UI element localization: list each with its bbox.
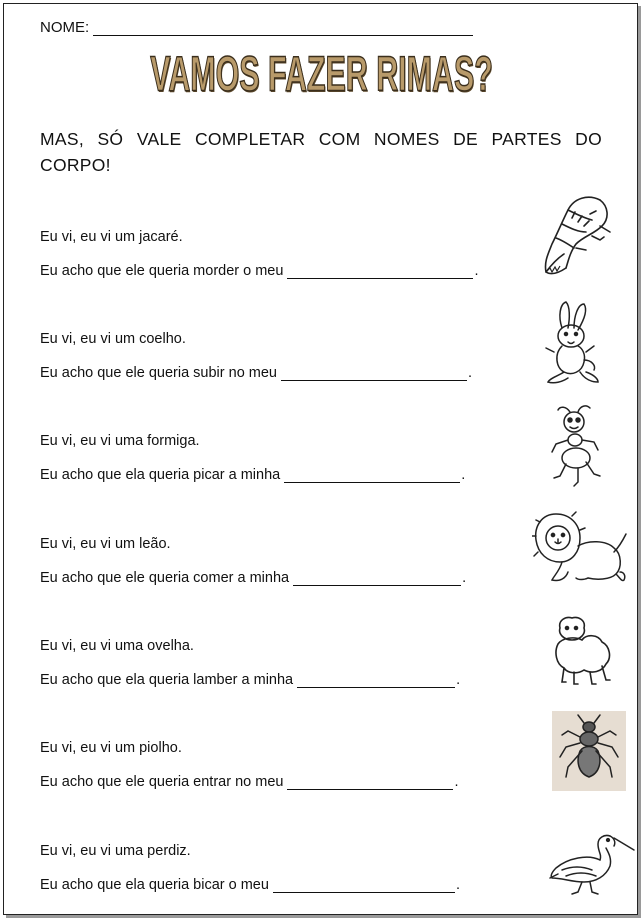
verse-line-1: Eu vi, eu vi uma formiga. [40, 433, 200, 449]
verse-line-1: Eu vi, eu vi um piolho. [40, 740, 182, 756]
verse-line-1: Eu vi, eu vi um jacaré. [40, 229, 183, 245]
alligator-icon [538, 192, 614, 280]
louse-icon [552, 711, 626, 791]
verse-prompt: Eu acho que ele queria entrar no meu [40, 774, 284, 790]
verse-line-1: Eu vi, eu vi um leão. [40, 536, 171, 552]
lion-icon [532, 508, 628, 586]
answer-blank[interactable] [293, 572, 461, 586]
verse-line-2 [40, 570, 466, 586]
partridge-icon [548, 830, 636, 896]
page-title-wrap [0, 48, 644, 102]
name-label: NOME: [40, 19, 90, 36]
verse-line-2 [40, 263, 478, 279]
verse-line-2 [40, 467, 465, 483]
verse-end: . [462, 570, 467, 586]
page-title: VAMOS FAZER RIMAS? [150, 48, 494, 102]
rabbit-icon [540, 298, 604, 388]
verse-end: . [474, 263, 479, 279]
answer-blank[interactable] [297, 674, 455, 688]
answer-blank[interactable] [281, 367, 467, 381]
verse-line-1: Eu vi, eu vi um coelho. [40, 331, 186, 347]
verse-prompt: Eu acho que ele queria subir no meu [40, 365, 277, 381]
answer-blank[interactable] [287, 265, 473, 279]
verse-line-1: Eu vi, eu vi uma perdiz. [40, 843, 191, 859]
verse-line-2 [40, 774, 458, 790]
verse-line-2 [40, 877, 460, 893]
verse-end: . [468, 365, 473, 381]
verse-end: . [455, 877, 460, 893]
instructions: MAS, SÓ VALE COMPLETAR COM NOMES DE PARTES DO CORPO! [40, 129, 602, 175]
verse-end: . [456, 672, 461, 688]
answer-blank[interactable] [287, 776, 453, 790]
verse-line-2 [40, 672, 460, 688]
verse-end: . [461, 467, 466, 483]
sheep-icon [552, 614, 614, 690]
answer-blank[interactable] [284, 469, 460, 483]
verse-line-1: Eu vi, eu vi uma ovelha. [40, 638, 194, 654]
verse-prompt: Eu acho que ela queria picar a minha [40, 467, 281, 483]
answer-blank[interactable] [273, 879, 455, 893]
name-blank[interactable] [93, 21, 473, 36]
verse-prompt: Eu acho que ele queria morder o meu [40, 263, 284, 279]
verse-prompt: Eu acho que ela queria bicar o meu [40, 877, 269, 893]
verse-prompt: Eu acho que ela queria lamber a minha [40, 672, 294, 688]
ant-icon [548, 402, 604, 492]
verse-prompt: Eu acho que ele queria comer a minha [40, 570, 290, 586]
verse-line-2 [40, 365, 472, 381]
verse-end: . [454, 774, 459, 790]
name-row [40, 19, 473, 36]
